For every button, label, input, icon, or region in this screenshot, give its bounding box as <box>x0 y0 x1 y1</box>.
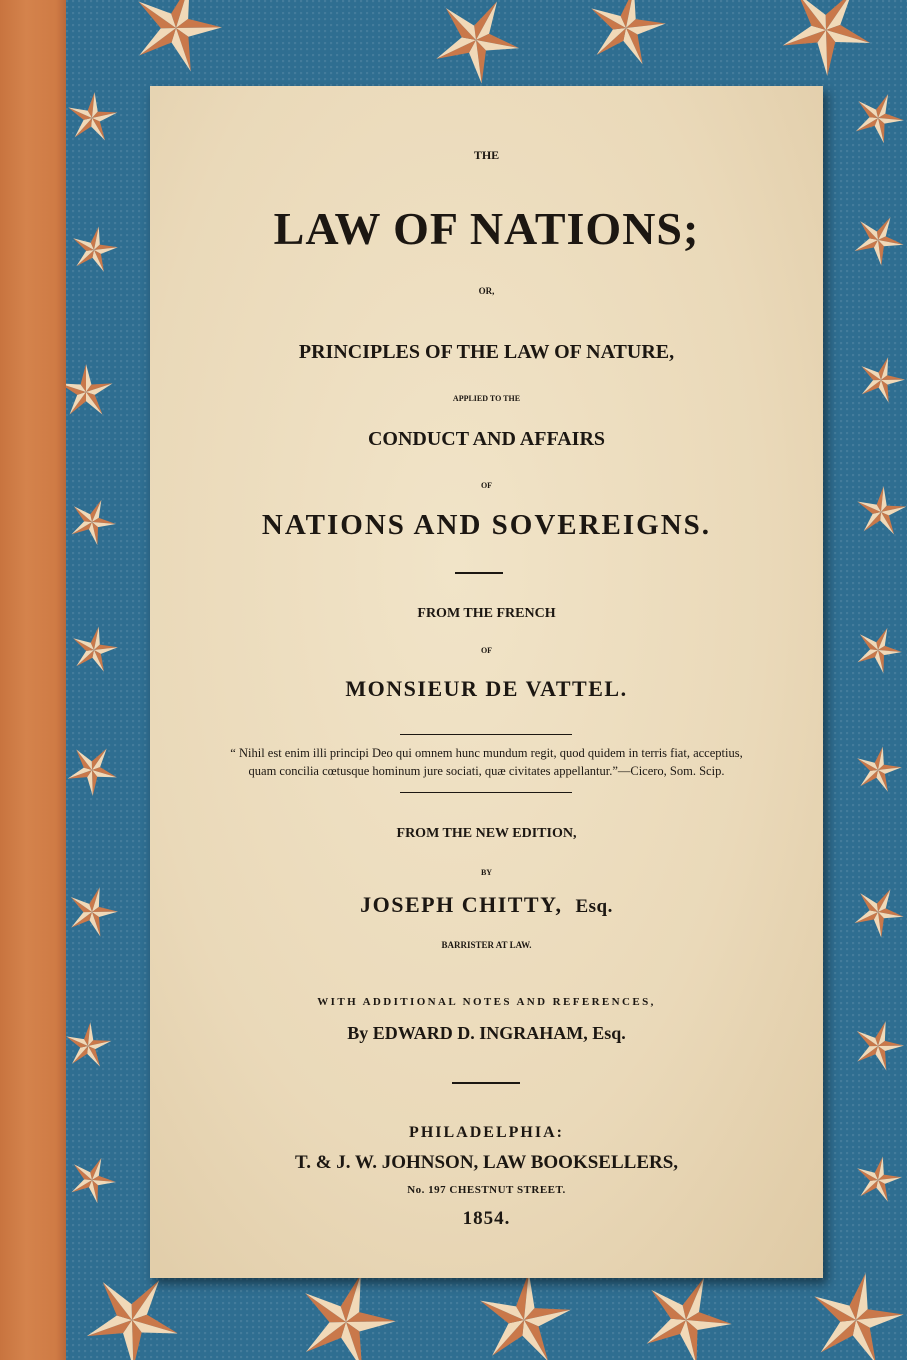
subtitle-of: OF <box>480 481 493 490</box>
subtitle-applied: APPLIED TO THE <box>452 394 521 403</box>
edition-note: FROM THE NEW EDITION, <box>396 826 577 841</box>
divider-3 <box>400 792 572 793</box>
additional-notes: WITH ADDITIONAL NOTES AND REFERENCES, <box>317 996 656 1008</box>
annotator-line: By EDWARD D. INGRAHAM, Esq. <box>347 1023 626 1043</box>
publisher-address: No. 197 CHESTNUT STREET. <box>407 1184 566 1196</box>
title-or: OR, <box>478 286 495 296</box>
edition-by: BY <box>480 868 493 877</box>
quote-line-1: “ Nihil est enim illi principi Deo qui omnem hunc mundum regit, quod quidem in terris fiat, acceptius, <box>230 746 743 760</box>
from-of: OF <box>480 646 493 655</box>
divider-4 <box>452 1082 520 1084</box>
title-main: LAW OF NATIONS; <box>273 203 700 254</box>
editor-title: BARRISTER AT LAW. <box>441 940 532 950</box>
subtitle-conduct: CONDUCT AND AFFAIRS <box>367 428 606 450</box>
divider-1 <box>455 572 503 574</box>
publication-year: 1854. <box>462 1208 511 1229</box>
book-spine <box>0 0 66 1360</box>
divider-2 <box>400 734 572 735</box>
editor-name: JOSEPH CHITTY, <box>360 892 563 917</box>
publisher-name: T. & J. W. JOHNSON, LAW BOOKSELLERS, <box>294 1152 679 1173</box>
quote-line-2: quam concilia cœtusque hominum jure sociati, quæ civitates appellantur.”—Cicero, Som. Scip. <box>248 764 725 778</box>
editor-suffix: Esq. <box>575 896 613 917</box>
subtitle-principles: PRINCIPLES OF THE LAW OF NATURE, <box>298 341 675 363</box>
subtitle-nations: NATIONS AND SOVEREIGNS. <box>261 509 712 541</box>
editor-line <box>150 892 823 918</box>
author-name: MONSIEUR DE VATTEL. <box>345 676 628 701</box>
title-the: THE <box>473 148 500 162</box>
publisher-city: PHILADELPHIA: <box>409 1124 564 1141</box>
from-french: FROM THE FRENCH <box>417 606 556 621</box>
title-page <box>150 86 823 1278</box>
